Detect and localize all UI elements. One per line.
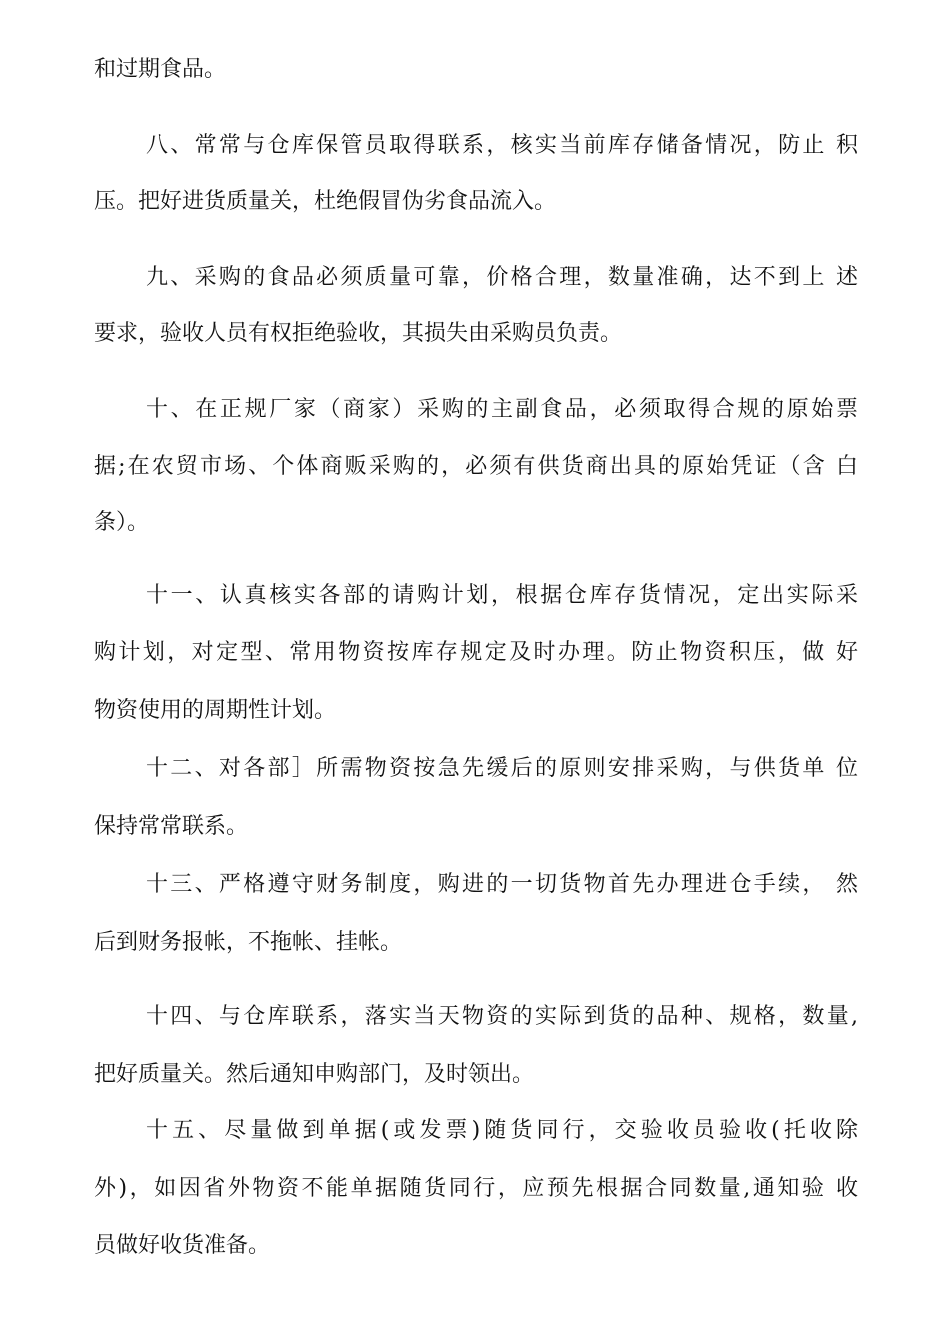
paragraph-10-line-1: 十、在正规厂家（商家）采购的主副食品，必须取得合规的原始票 <box>146 397 858 422</box>
paragraph-10-line-2: 据;在农贸市场、个体商贩采购的，必须有供货商出具的原始凭证（含 白 <box>94 454 858 479</box>
paragraph-15-line-2: 外)，如因省外物资不能单据随货同行，应预先根据合同数量,通知验 收 <box>94 1176 858 1201</box>
paragraph-11-line-3: 物资使用的周期性计划。 <box>94 698 337 723</box>
paragraph-9-line-2: 要求，验收人员有权拒绝验收，其损失由采购员负责。 <box>94 321 623 346</box>
paragraph-9-line-1: 九、采购的食品必须质量可靠，价格合理，数量准确，达不到上 述 <box>146 265 858 290</box>
paragraph-12-line-1: 十二、对各部］所需物资按急先缓后的原则安排采购，与供货单 位 <box>146 756 858 781</box>
paragraph-14-line-2: 把好质量关。然后通知申购部门，及时领出。 <box>94 1062 535 1087</box>
paragraph-15-line-1: 十五、尽量做到单据(或发票)随货同行，交验收员验收(托收除 <box>146 1118 858 1143</box>
paragraph-8-line-1: 八、常常与仓库保管员取得联系，核实当前库存储备情况，防止 积 <box>146 133 858 158</box>
paragraph-8-line-2: 压。把好进货质量关，杜绝假冒伪劣食品流入。 <box>94 189 557 214</box>
paragraph-13-line-1: 十三、严格遵守财务制度，购进的一切货物首先办理进仓手续， 然 <box>146 872 858 897</box>
paragraph-7-line-end: 和过期食品。 <box>94 57 227 82</box>
paragraph-11-line-2: 购计划，对定型、常用物资按库存规定及时办理。防止物资积压，做 好 <box>94 640 858 665</box>
paragraph-14-line-1: 十四、与仓库联系，落实当天物资的实际到货的品种、规格，数量, <box>146 1004 858 1029</box>
paragraph-12-line-2: 保持常常联系。 <box>94 814 249 839</box>
paragraph-13-line-2: 后到财务报帐，不拖帐、挂帐。 <box>94 930 403 955</box>
paragraph-11-line-1: 十一、认真核实各部的请购计划，根据仓库存货情况，定出实际采 <box>146 583 858 608</box>
paragraph-10-line-3: 条）。 <box>94 510 150 535</box>
paragraph-15-line-3: 员做好收货准备。 <box>94 1233 271 1258</box>
